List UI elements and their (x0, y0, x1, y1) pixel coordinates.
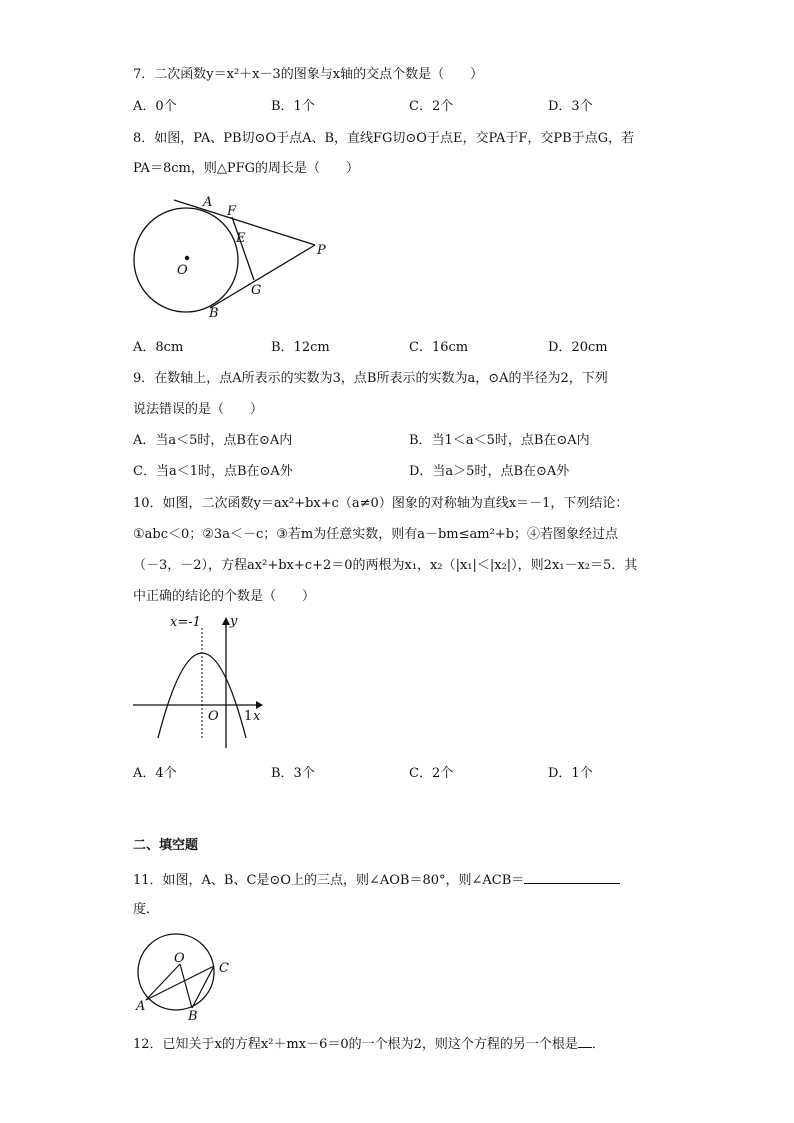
q11-stem-text: 11．如图，A、B、C是⊙O上的三点，则∠AOB＝80°，则∠ACB＝ (133, 873, 525, 888)
q7-stem: 7．二次函数y＝x²＋x－3的图象与x轴的交点个数是（ ） (133, 67, 484, 82)
q10-label-axis-eq: x=-1 (170, 615, 201, 630)
q9-stem-line2: 说法错误的是（ ） (133, 402, 264, 417)
q9-option-d: D．当a＞5时，点B在⊙A外 (409, 464, 570, 479)
q10-option-a: A．4个 (133, 766, 177, 781)
q10-stem-line4: 中正确的结论的个数是（ ） (133, 589, 316, 604)
q12-stem-text: 12．已知关于x的方程x²＋mx－6＝0的一个根为2，则这个方程的另一个根是 (133, 1037, 578, 1052)
q11-stem-line2: 度． (133, 902, 160, 917)
q8-option-b: B．12cm (271, 340, 330, 355)
q8-option-a: A．8cm (133, 340, 184, 355)
q8-label-g: G (251, 283, 262, 298)
q11-segment-ob (180, 964, 192, 1008)
q8-option-d: D．20cm (548, 340, 608, 355)
q10-label-one: 1 (244, 709, 253, 724)
q7-option-b: B．1个 (271, 99, 315, 114)
q8-tangent-figure (130, 190, 340, 325)
q7-option-c: C．2个 (409, 99, 454, 114)
q10-option-d: D．1个 (548, 766, 593, 781)
q9-option-b: B．当1＜a＜5时，点B在⊙A内 (409, 433, 590, 448)
q8-label-p: P (317, 243, 326, 258)
q11-label-a: A (136, 999, 146, 1014)
q7-option-d: D．3个 (548, 99, 593, 114)
q10-stem-line2: ①abc＜0；②3a＜－c；③若m为任意实数，则有a－bm≤am²+b；④若图象经过点 (133, 527, 619, 542)
q9-stem-line1: 9．在数轴上，点A所表示的实数为3，点B所表示的实数为a，⊙A的半径为2，下列 (133, 371, 608, 386)
q8-label-o: O (177, 263, 188, 278)
q8-label-f: F (227, 204, 237, 219)
q10-label-o: O (208, 709, 219, 724)
q11-answer-blank[interactable] (524, 870, 620, 884)
q8-tangent-fg (232, 217, 254, 280)
q8-stem-line2: PA＝8cm，则△PFG的周长是（ ） (133, 161, 359, 176)
q9-option-a: A．当a＜5时，点B在⊙A内 (133, 433, 293, 448)
q7-option-a: A．0个 (133, 99, 177, 114)
q12-answer-blank[interactable] (578, 1034, 592, 1048)
q11-segment-oa (146, 964, 180, 1000)
q11-circle-figure (130, 930, 240, 1022)
q11-label-b: B (188, 1009, 198, 1022)
q10-parabola-figure (128, 608, 268, 753)
q8-label-b: B (209, 306, 219, 321)
q12-stem-end: ． (591, 1037, 605, 1052)
q12-stem (133, 1034, 605, 1054)
q8-option-c: C．16cm (409, 340, 469, 355)
q10-stem-line3: （－3，－2），方程ax²+bx+c+2＝0的两根为x₁，x₂（|x₁|＜|x₂|），则2x₁－x₂＝5．其 (133, 558, 638, 573)
q10-label-y: y (230, 614, 238, 629)
q10-y-arrow (222, 617, 230, 625)
q11-label-o: O (174, 951, 185, 966)
q8-tangent-pb (210, 245, 315, 308)
q10-x-arrow (256, 701, 263, 709)
q8-circle-o (134, 208, 238, 312)
q8-center-dot (185, 256, 189, 260)
q8-label-e: E (236, 231, 246, 246)
q11-segment-ac (146, 966, 214, 1000)
q9-option-c: C．当a＜1时，点B在⊙A外 (133, 464, 293, 479)
q10-option-b: B．3个 (271, 766, 315, 781)
q8-stem-line1: 8．如图，PA、PB切⊙O于点A、B，直线FG切⊙O于点E，交PA于F，交PB于点G，若 (133, 131, 635, 146)
q11-stem-line1 (133, 870, 620, 890)
q10-label-x: x (253, 709, 261, 724)
section-fill-in-title: 二、填空题 (133, 838, 199, 853)
q8-label-a: A (203, 195, 213, 210)
q11-label-c: C (219, 961, 229, 976)
q10-stem-line1: 10．如图，二次函数y＝ax²+bx+c（a≠0）图象的对称轴为直线x＝－1，下列结论： (133, 496, 629, 511)
q10-option-c: C．2个 (409, 766, 454, 781)
